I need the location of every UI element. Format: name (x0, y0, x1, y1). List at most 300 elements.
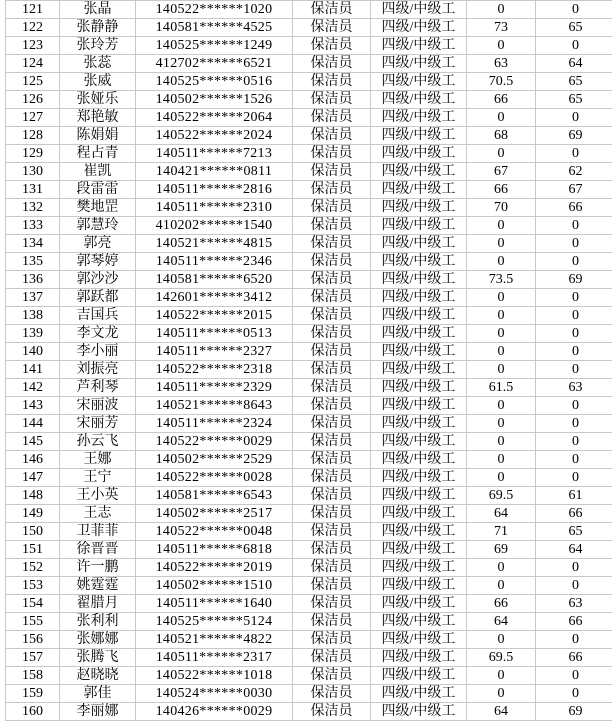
cell-score-1[interactable]: 0 (467, 37, 536, 55)
cell-job-title[interactable]: 保洁员 (293, 91, 371, 109)
cell-row-number[interactable]: 146 (6, 451, 60, 469)
cell-job-title[interactable]: 保洁员 (293, 181, 371, 199)
cell-skill-level[interactable]: 四级/中级工 (371, 361, 467, 379)
cell-skill-level[interactable]: 四级/中级工 (371, 127, 467, 145)
cell-score-2[interactable]: 0 (536, 217, 612, 235)
cell-score-1[interactable]: 0 (467, 325, 536, 343)
cell-skill-level[interactable]: 四级/中级工 (371, 523, 467, 541)
cell-name[interactable]: 孙云飞 (60, 433, 136, 451)
cell-name[interactable]: 张娅乐 (60, 91, 136, 109)
cell-name[interactable]: 翟腊月 (60, 595, 136, 613)
cell-job-title[interactable]: 保洁员 (293, 37, 371, 55)
cell-skill-level[interactable]: 四级/中级工 (371, 487, 467, 505)
cell-name[interactable]: 李丽娜 (60, 703, 136, 721)
cell-job-title[interactable]: 保洁员 (293, 325, 371, 343)
cell-name[interactable]: 郭慧玲 (60, 217, 136, 235)
cell-name[interactable]: 樊地罡 (60, 199, 136, 217)
table-row (6, 235, 612, 253)
cell-skill-level[interactable]: 四级/中级工 (371, 685, 467, 703)
cell-id-number[interactable]: 140522******2024 (136, 127, 293, 145)
cell-id-number[interactable]: 140511******2816 (136, 181, 293, 199)
cell-skill-level[interactable]: 四级/中级工 (371, 199, 467, 217)
cell-job-title[interactable]: 保洁员 (293, 523, 371, 541)
table-row (6, 379, 612, 397)
cell-score-1[interactable]: 0 (467, 433, 536, 451)
table-row (6, 1, 612, 19)
cell-skill-level[interactable]: 四级/中级工 (371, 667, 467, 685)
cell-row-number[interactable]: 153 (6, 577, 60, 595)
cell-score-2[interactable]: 0 (536, 433, 612, 451)
cell-id-number[interactable]: 140521******8643 (136, 397, 293, 415)
cell-job-title[interactable]: 保洁员 (293, 415, 371, 433)
cell-name[interactable]: 张玲芳 (60, 37, 136, 55)
cell-job-title[interactable]: 保洁员 (293, 685, 371, 703)
cell-score-1[interactable]: 0 (467, 469, 536, 487)
cell-score-2[interactable]: 63 (536, 595, 612, 613)
cell-job-title[interactable]: 保洁员 (293, 379, 371, 397)
cell-name[interactable]: 张腾飞 (60, 649, 136, 667)
cell-id-number[interactable]: 140511******2327 (136, 343, 293, 361)
cell-name[interactable]: 张蕊 (60, 55, 136, 73)
cell-score-1[interactable]: 0 (467, 235, 536, 253)
cell-skill-level[interactable]: 四级/中级工 (371, 73, 467, 91)
cell-name[interactable]: 郭佳 (60, 685, 136, 703)
cell-score-2[interactable]: 67 (536, 181, 612, 199)
cell-skill-level[interactable]: 四级/中级工 (371, 397, 467, 415)
cell-score-2[interactable]: 66 (536, 199, 612, 217)
cell-skill-level[interactable]: 四级/中级工 (371, 451, 467, 469)
cell-id-number[interactable]: 140522******1020 (136, 1, 293, 19)
cell-score-2[interactable]: 0 (536, 577, 612, 595)
cell-id-number[interactable]: 140525******5124 (136, 613, 293, 631)
cell-score-2[interactable]: 0 (536, 109, 612, 127)
table-row (6, 631, 612, 649)
cell-score-1[interactable]: 0 (467, 415, 536, 433)
cell-score-2[interactable]: 0 (536, 361, 612, 379)
cell-name[interactable]: 徐晋晋 (60, 541, 136, 559)
cell-job-title[interactable]: 保洁员 (293, 163, 371, 181)
cell-row-number[interactable]: 149 (6, 505, 60, 523)
cell-row-number[interactable]: 138 (6, 307, 60, 325)
cell-row-number[interactable]: 126 (6, 91, 60, 109)
cell-row-number[interactable]: 125 (6, 73, 60, 91)
cell-id-number[interactable]: 140502******1510 (136, 577, 293, 595)
cell-score-2[interactable]: 0 (536, 397, 612, 415)
cell-id-number[interactable]: 140511******1640 (136, 595, 293, 613)
cell-row-number[interactable]: 150 (6, 523, 60, 541)
cell-score-2[interactable]: 0 (536, 685, 612, 703)
cell-id-number[interactable]: 140522******2019 (136, 559, 293, 577)
table-row (6, 433, 612, 451)
cell-score-1[interactable]: 0 (467, 217, 536, 235)
cell-row-number[interactable]: 145 (6, 433, 60, 451)
cell-row-number[interactable]: 123 (6, 37, 60, 55)
personnel-score-table (5, 0, 612, 721)
cell-id-number[interactable]: 140524******0030 (136, 685, 293, 703)
cell-skill-level[interactable]: 四级/中级工 (371, 253, 467, 271)
cell-score-1[interactable]: 0 (467, 343, 536, 361)
cell-skill-level[interactable]: 四级/中级工 (371, 37, 467, 55)
cell-id-number[interactable]: 140522******0048 (136, 523, 293, 541)
cell-row-number[interactable]: 156 (6, 631, 60, 649)
cell-score-2[interactable]: 65 (536, 91, 612, 109)
cell-name[interactable]: 李文龙 (60, 325, 136, 343)
cell-skill-level[interactable]: 四级/中级工 (371, 595, 467, 613)
cell-job-title[interactable]: 保洁员 (293, 559, 371, 577)
cell-skill-level[interactable]: 四级/中级工 (371, 91, 467, 109)
cell-job-title[interactable]: 保洁员 (293, 343, 371, 361)
cell-name[interactable]: 芦利琴 (60, 379, 136, 397)
cell-score-2[interactable]: 64 (536, 541, 612, 559)
cell-row-number[interactable]: 159 (6, 685, 60, 703)
cell-skill-level[interactable]: 四级/中级工 (371, 55, 467, 73)
table-row (6, 397, 612, 415)
cell-id-number[interactable]: 140581******6543 (136, 487, 293, 505)
cell-job-title[interactable]: 保洁员 (293, 667, 371, 685)
cell-score-2[interactable]: 65 (536, 19, 612, 37)
cell-id-number[interactable]: 140521******4815 (136, 235, 293, 253)
cell-row-number[interactable]: 151 (6, 541, 60, 559)
cell-row-number[interactable]: 131 (6, 181, 60, 199)
cell-name[interactable]: 郭跃都 (60, 289, 136, 307)
cell-score-2[interactable]: 65 (536, 523, 612, 541)
table-row (6, 487, 612, 505)
cell-name[interactable]: 张静静 (60, 19, 136, 37)
cell-id-number[interactable]: 140522******2015 (136, 307, 293, 325)
cell-score-2[interactable]: 0 (536, 667, 612, 685)
table-body (6, 1, 612, 721)
table-row (6, 19, 612, 37)
cell-job-title[interactable]: 保洁员 (293, 253, 371, 271)
cell-name[interactable]: 姚霆霆 (60, 577, 136, 595)
cell-score-2[interactable]: 0 (536, 469, 612, 487)
cell-score-2[interactable]: 66 (536, 505, 612, 523)
cell-score-1[interactable]: 0 (467, 145, 536, 163)
cell-score-1[interactable]: 68 (467, 127, 536, 145)
cell-score-1[interactable]: 0 (467, 685, 536, 703)
cell-skill-level[interactable]: 四级/中级工 (371, 631, 467, 649)
cell-id-number[interactable]: 412702******6521 (136, 55, 293, 73)
cell-skill-level[interactable]: 四级/中级工 (371, 163, 467, 181)
cell-id-number[interactable]: 140522******1018 (136, 667, 293, 685)
cell-row-number[interactable]: 154 (6, 595, 60, 613)
cell-score-1[interactable]: 70.5 (467, 73, 536, 91)
cell-row-number[interactable]: 130 (6, 163, 60, 181)
cell-score-1[interactable]: 69 (467, 541, 536, 559)
cell-score-2[interactable]: 66 (536, 613, 612, 631)
cell-skill-level[interactable]: 四级/中级工 (371, 505, 467, 523)
cell-score-2[interactable]: 64 (536, 55, 612, 73)
cell-name[interactable]: 刘振亮 (60, 361, 136, 379)
cell-row-number[interactable]: 128 (6, 127, 60, 145)
cell-score-2[interactable]: 0 (536, 235, 612, 253)
cell-id-number[interactable]: 140522******0029 (136, 433, 293, 451)
cell-id-number[interactable]: 140525******0516 (136, 73, 293, 91)
cell-score-2[interactable]: 0 (536, 145, 612, 163)
cell-skill-level[interactable]: 四级/中级工 (371, 181, 467, 199)
cell-job-title[interactable]: 保洁员 (293, 613, 371, 631)
cell-score-1[interactable]: 70 (467, 199, 536, 217)
cell-row-number[interactable]: 122 (6, 19, 60, 37)
cell-row-number[interactable]: 141 (6, 361, 60, 379)
cell-score-2[interactable]: 66 (536, 649, 612, 667)
cell-id-number[interactable]: 140511******2346 (136, 253, 293, 271)
cell-skill-level[interactable]: 四级/中级工 (371, 109, 467, 127)
cell-row-number[interactable]: 129 (6, 145, 60, 163)
cell-job-title[interactable]: 保洁员 (293, 451, 371, 469)
cell-score-1[interactable]: 0 (467, 307, 536, 325)
cell-id-number[interactable]: 140502******1526 (136, 91, 293, 109)
cell-job-title[interactable]: 保洁员 (293, 19, 371, 37)
cell-job-title[interactable]: 保洁员 (293, 289, 371, 307)
cell-id-number[interactable]: 410202******1540 (136, 217, 293, 235)
cell-row-number[interactable]: 134 (6, 235, 60, 253)
cell-score-1[interactable]: 64 (467, 505, 536, 523)
cell-skill-level[interactable]: 四级/中级工 (371, 343, 467, 361)
cell-score-1[interactable]: 71 (467, 523, 536, 541)
table-row (6, 55, 612, 73)
cell-name[interactable]: 宋丽芳 (60, 415, 136, 433)
cell-name[interactable]: 崔凯 (60, 163, 136, 181)
cell-name[interactable]: 宋丽波 (60, 397, 136, 415)
cell-row-number[interactable]: 133 (6, 217, 60, 235)
cell-id-number[interactable]: 140511******2324 (136, 415, 293, 433)
cell-score-1[interactable]: 0 (467, 397, 536, 415)
cell-row-number[interactable]: 155 (6, 613, 60, 631)
cell-score-2[interactable]: 0 (536, 451, 612, 469)
cell-score-1[interactable]: 67 (467, 163, 536, 181)
table-row (6, 289, 612, 307)
cell-job-title[interactable]: 保洁员 (293, 577, 371, 595)
cell-id-number[interactable]: 140522******0028 (136, 469, 293, 487)
table-row (6, 343, 612, 361)
cell-score-1[interactable]: 0 (467, 289, 536, 307)
cell-score-1[interactable]: 0 (467, 577, 536, 595)
cell-id-number[interactable]: 140522******2064 (136, 109, 293, 127)
cell-score-2[interactable]: 0 (536, 253, 612, 271)
cell-id-number[interactable]: 140511******6818 (136, 541, 293, 559)
cell-id-number[interactable]: 140511******2317 (136, 649, 293, 667)
cell-name[interactable]: 王小英 (60, 487, 136, 505)
cell-name[interactable]: 程占青 (60, 145, 136, 163)
cell-skill-level[interactable]: 四级/中级工 (371, 649, 467, 667)
cell-skill-level[interactable]: 四级/中级工 (371, 541, 467, 559)
cell-id-number[interactable]: 140511******2310 (136, 199, 293, 217)
cell-row-number[interactable]: 152 (6, 559, 60, 577)
cell-score-1[interactable]: 64 (467, 613, 536, 631)
cell-score-2[interactable]: 0 (536, 289, 612, 307)
cell-score-2[interactable]: 0 (536, 1, 612, 19)
cell-job-title[interactable]: 保洁员 (293, 307, 371, 325)
cell-row-number[interactable]: 139 (6, 325, 60, 343)
cell-name[interactable]: 郭琴婷 (60, 253, 136, 271)
cell-job-title[interactable]: 保洁员 (293, 55, 371, 73)
cell-name[interactable]: 王娜 (60, 451, 136, 469)
cell-score-1[interactable]: 64 (467, 703, 536, 721)
cell-score-1[interactable]: 66 (467, 181, 536, 199)
cell-job-title[interactable]: 保洁员 (293, 145, 371, 163)
cell-id-number[interactable]: 140426******0029 (136, 703, 293, 721)
cell-score-1[interactable]: 0 (467, 667, 536, 685)
cell-score-1[interactable]: 0 (467, 451, 536, 469)
cell-score-1[interactable]: 69.5 (467, 487, 536, 505)
cell-row-number[interactable]: 136 (6, 271, 60, 289)
cell-row-number[interactable]: 124 (6, 55, 60, 73)
cell-job-title[interactable]: 保洁员 (293, 487, 371, 505)
cell-score-2[interactable]: 0 (536, 631, 612, 649)
cell-name[interactable]: 卫菲菲 (60, 523, 136, 541)
cell-id-number[interactable]: 140522******2318 (136, 361, 293, 379)
cell-job-title[interactable]: 保洁员 (293, 649, 371, 667)
cell-row-number[interactable]: 140 (6, 343, 60, 361)
cell-score-2[interactable]: 65 (536, 73, 612, 91)
cell-name[interactable]: 张威 (60, 73, 136, 91)
cell-name[interactable]: 陈娟娟 (60, 127, 136, 145)
cell-id-number[interactable]: 140511******0513 (136, 325, 293, 343)
cell-name[interactable]: 吉国兵 (60, 307, 136, 325)
cell-row-number[interactable]: 158 (6, 667, 60, 685)
cell-skill-level[interactable]: 四级/中级工 (371, 217, 467, 235)
cell-skill-level[interactable]: 四级/中级工 (371, 433, 467, 451)
cell-score-2[interactable]: 61 (536, 487, 612, 505)
cell-score-1[interactable]: 0 (467, 559, 536, 577)
cell-score-1[interactable]: 61.5 (467, 379, 536, 397)
cell-id-number[interactable]: 140581******4525 (136, 19, 293, 37)
cell-id-number[interactable]: 142601******3412 (136, 289, 293, 307)
cell-score-1[interactable]: 73 (467, 19, 536, 37)
cell-row-number[interactable]: 148 (6, 487, 60, 505)
cell-score-1[interactable]: 66 (467, 595, 536, 613)
cell-score-1[interactable]: 0 (467, 631, 536, 649)
cell-job-title[interactable]: 保洁员 (293, 505, 371, 523)
table-row (6, 109, 612, 127)
cell-id-number[interactable]: 140511******7213 (136, 145, 293, 163)
cell-skill-level[interactable]: 四级/中级工 (371, 325, 467, 343)
cell-score-2[interactable]: 0 (536, 37, 612, 55)
cell-name[interactable]: 许一鹏 (60, 559, 136, 577)
cell-row-number[interactable]: 143 (6, 397, 60, 415)
cell-score-2[interactable]: 0 (536, 415, 612, 433)
cell-name[interactable]: 段雷雷 (60, 181, 136, 199)
cell-row-number[interactable]: 142 (6, 379, 60, 397)
cell-job-title[interactable]: 保洁员 (293, 127, 371, 145)
cell-id-number[interactable]: 140511******2329 (136, 379, 293, 397)
cell-name[interactable]: 王志 (60, 505, 136, 523)
cell-row-number[interactable]: 132 (6, 199, 60, 217)
cell-row-number[interactable]: 135 (6, 253, 60, 271)
cell-score-2[interactable]: 0 (536, 325, 612, 343)
cell-skill-level[interactable]: 四级/中级工 (371, 307, 467, 325)
cell-skill-level[interactable]: 四级/中级工 (371, 271, 467, 289)
cell-row-number[interactable]: 121 (6, 1, 60, 19)
cell-score-1[interactable]: 73.5 (467, 271, 536, 289)
cell-score-2[interactable]: 62 (536, 163, 612, 181)
cell-skill-level[interactable]: 四级/中级工 (371, 703, 467, 721)
cell-id-number[interactable]: 140581******6520 (136, 271, 293, 289)
cell-row-number[interactable]: 137 (6, 289, 60, 307)
table-row (6, 253, 612, 271)
cell-job-title[interactable]: 保洁员 (293, 595, 371, 613)
cell-skill-level[interactable]: 四级/中级工 (371, 19, 467, 37)
cell-name[interactable]: 郑艳敏 (60, 109, 136, 127)
cell-job-title[interactable]: 保洁员 (293, 631, 371, 649)
table-row (6, 577, 612, 595)
cell-name[interactable]: 张晶 (60, 1, 136, 19)
cell-score-2[interactable]: 0 (536, 559, 612, 577)
cell-job-title[interactable]: 保洁员 (293, 73, 371, 91)
table-row (6, 37, 612, 55)
cell-skill-level[interactable]: 四级/中级工 (371, 289, 467, 307)
cell-id-number[interactable]: 140521******4822 (136, 631, 293, 649)
cell-name[interactable]: 张利利 (60, 613, 136, 631)
cell-name[interactable]: 郭沙沙 (60, 271, 136, 289)
cell-job-title[interactable]: 保洁员 (293, 433, 371, 451)
table-row (6, 307, 612, 325)
cell-score-2[interactable]: 0 (536, 343, 612, 361)
cell-name[interactable]: 李小丽 (60, 343, 136, 361)
cell-job-title[interactable]: 保洁员 (293, 235, 371, 253)
cell-score-2[interactable]: 63 (536, 379, 612, 397)
cell-skill-level[interactable]: 四级/中级工 (371, 1, 467, 19)
cell-name[interactable]: 赵晓晓 (60, 667, 136, 685)
table-row (6, 325, 612, 343)
cell-skill-level[interactable]: 四级/中级工 (371, 379, 467, 397)
cell-row-number[interactable]: 157 (6, 649, 60, 667)
cell-score-2[interactable]: 69 (536, 127, 612, 145)
cell-id-number[interactable]: 140502******2517 (136, 505, 293, 523)
cell-score-1[interactable]: 0 (467, 109, 536, 127)
cell-job-title[interactable]: 保洁员 (293, 541, 371, 559)
cell-row-number[interactable]: 144 (6, 415, 60, 433)
cell-job-title[interactable]: 保洁员 (293, 109, 371, 127)
cell-job-title[interactable]: 保洁员 (293, 271, 371, 289)
cell-id-number[interactable]: 140421******0811 (136, 163, 293, 181)
cell-job-title[interactable]: 保洁员 (293, 361, 371, 379)
cell-id-number[interactable]: 140525******1249 (136, 37, 293, 55)
cell-skill-level[interactable]: 四级/中级工 (371, 235, 467, 253)
cell-score-1[interactable]: 66 (467, 91, 536, 109)
cell-name[interactable]: 郭亮 (60, 235, 136, 253)
cell-score-1[interactable]: 63 (467, 55, 536, 73)
cell-job-title[interactable]: 保洁员 (293, 397, 371, 415)
cell-score-1[interactable]: 0 (467, 1, 536, 19)
cell-job-title[interactable]: 保洁员 (293, 703, 371, 721)
cell-id-number[interactable]: 140502******2529 (136, 451, 293, 469)
cell-job-title[interactable]: 保洁员 (293, 199, 371, 217)
cell-skill-level[interactable]: 四级/中级工 (371, 145, 467, 163)
cell-row-number[interactable]: 127 (6, 109, 60, 127)
cell-job-title[interactable]: 保洁员 (293, 469, 371, 487)
cell-score-2[interactable]: 69 (536, 703, 612, 721)
cell-job-title[interactable]: 保洁员 (293, 1, 371, 19)
cell-name[interactable]: 王宁 (60, 469, 136, 487)
cell-score-2[interactable]: 0 (536, 307, 612, 325)
cell-skill-level[interactable]: 四级/中级工 (371, 613, 467, 631)
cell-skill-level[interactable]: 四级/中级工 (371, 559, 467, 577)
cell-skill-level[interactable]: 四级/中级工 (371, 577, 467, 595)
cell-skill-level[interactable]: 四级/中级工 (371, 415, 467, 433)
cell-score-1[interactable]: 0 (467, 361, 536, 379)
cell-name[interactable]: 张娜娜 (60, 631, 136, 649)
cell-row-number[interactable]: 160 (6, 703, 60, 721)
cell-skill-level[interactable]: 四级/中级工 (371, 469, 467, 487)
cell-score-2[interactable]: 69 (536, 271, 612, 289)
cell-job-title[interactable]: 保洁员 (293, 217, 371, 235)
cell-score-1[interactable]: 0 (467, 253, 536, 271)
table-row (6, 559, 612, 577)
cell-score-1[interactable]: 69.5 (467, 649, 536, 667)
cell-row-number[interactable]: 147 (6, 469, 60, 487)
